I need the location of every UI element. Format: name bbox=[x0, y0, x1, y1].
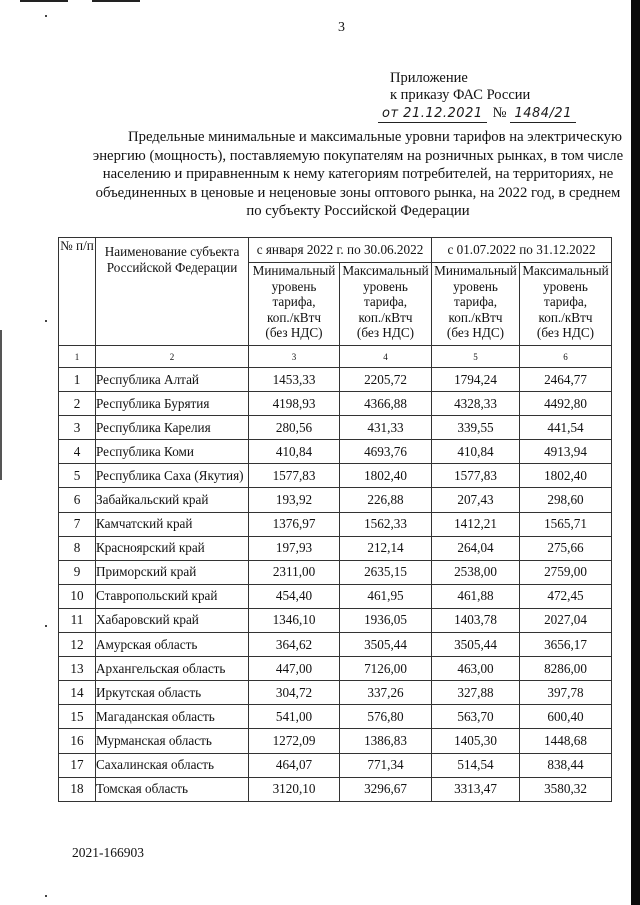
min-tariff-h1: 454,40 bbox=[249, 584, 340, 608]
max-tariff-h1: 3505,44 bbox=[340, 633, 432, 657]
header-p1-max: Максимальный уровень тарифа, коп./кВтч (без НДС) bbox=[340, 263, 432, 346]
region-name: Мурманская область bbox=[96, 729, 249, 753]
min-tariff-h2: 1412,21 bbox=[432, 512, 520, 536]
max-tariff-h2: 2464,77 bbox=[520, 368, 612, 392]
min-tariff-h1: 541,00 bbox=[249, 705, 340, 729]
header-num: № п/п bbox=[59, 238, 96, 346]
max-tariff-h2: 275,66 bbox=[520, 536, 612, 560]
min-tariff-h2: 2538,00 bbox=[432, 560, 520, 584]
max-tariff-h1: 1802,40 bbox=[340, 464, 432, 488]
max-tariff-h2: 838,44 bbox=[520, 753, 612, 777]
row-number: 16 bbox=[59, 729, 96, 753]
max-tariff-h2: 2027,04 bbox=[520, 608, 612, 632]
title-line: по субъекту Российской Федерации bbox=[246, 203, 470, 220]
min-tariff-h2: 1577,83 bbox=[432, 464, 520, 488]
region-name: Магаданская область bbox=[96, 705, 249, 729]
max-tariff-h2: 1802,40 bbox=[520, 464, 612, 488]
table-row bbox=[59, 440, 612, 464]
table-row bbox=[59, 633, 612, 657]
row-number: 9 bbox=[59, 560, 96, 584]
max-tariff-h2: 1565,71 bbox=[520, 512, 612, 536]
column-number-row bbox=[59, 346, 612, 368]
title-line: населению и приравненным к нему категориям потребителей, на территориях, не bbox=[102, 166, 614, 183]
min-tariff-h2: 207,43 bbox=[432, 488, 520, 512]
order-reference: к приказу ФАС России bbox=[390, 87, 531, 103]
region-name: Республика Коми bbox=[96, 440, 249, 464]
row-number: 6 bbox=[59, 488, 96, 512]
min-tariff-h1: 4198,93 bbox=[249, 392, 340, 416]
region-name: Красноярский край bbox=[96, 536, 249, 560]
max-tariff-h2: 8286,00 bbox=[520, 657, 612, 681]
column-number: 3 bbox=[249, 346, 340, 368]
max-tariff-h1: 226,88 bbox=[340, 488, 432, 512]
table-row bbox=[59, 512, 612, 536]
table-row bbox=[59, 777, 612, 801]
region-name: Хабаровский край bbox=[96, 608, 249, 632]
table-row bbox=[59, 705, 612, 729]
min-tariff-h1: 197,93 bbox=[249, 536, 340, 560]
header-period-1: с января 2022 г. по 30.06.2022 bbox=[249, 238, 432, 263]
table-row bbox=[59, 608, 612, 632]
document-title bbox=[92, 128, 624, 221]
region-name: Забайкальский край bbox=[96, 488, 249, 512]
max-tariff-h1: 4693,76 bbox=[340, 440, 432, 464]
max-tariff-h1: 576,80 bbox=[340, 705, 432, 729]
region-name: Камчатский край bbox=[96, 512, 249, 536]
max-tariff-h1: 4366,88 bbox=[340, 392, 432, 416]
table-row bbox=[59, 560, 612, 584]
row-number: 18 bbox=[59, 777, 96, 801]
min-tariff-h1: 3120,10 bbox=[249, 777, 340, 801]
max-tariff-h1: 2205,72 bbox=[340, 368, 432, 392]
table-row bbox=[59, 584, 612, 608]
punch-mark bbox=[45, 320, 47, 322]
table-row bbox=[59, 488, 612, 512]
row-number: 2 bbox=[59, 392, 96, 416]
min-tariff-h2: 1405,30 bbox=[432, 729, 520, 753]
order-number: 1484/21 bbox=[510, 105, 576, 123]
region-name: Архангельская область bbox=[96, 657, 249, 681]
max-tariff-h1: 337,26 bbox=[340, 681, 432, 705]
scan-edge-left bbox=[0, 330, 2, 480]
punch-mark bbox=[45, 625, 47, 627]
punch-mark bbox=[45, 895, 47, 897]
appendix-label: Приложение bbox=[390, 70, 468, 86]
row-number: 12 bbox=[59, 633, 96, 657]
min-tariff-h1: 447,00 bbox=[249, 657, 340, 681]
region-name: Сахалинская область bbox=[96, 753, 249, 777]
page-number: 3 bbox=[338, 20, 345, 35]
max-tariff-h2: 3580,32 bbox=[520, 777, 612, 801]
table-row bbox=[59, 392, 612, 416]
row-number: 7 bbox=[59, 512, 96, 536]
row-number: 10 bbox=[59, 584, 96, 608]
min-tariff-h1: 1453,33 bbox=[249, 368, 340, 392]
region-name: Иркутская область bbox=[96, 681, 249, 705]
min-tariff-h2: 3313,47 bbox=[432, 777, 520, 801]
table-row bbox=[59, 464, 612, 488]
max-tariff-h2: 397,78 bbox=[520, 681, 612, 705]
row-number: 11 bbox=[59, 608, 96, 632]
max-tariff-h2: 1448,68 bbox=[520, 729, 612, 753]
table-row bbox=[59, 753, 612, 777]
min-tariff-h2: 339,55 bbox=[432, 416, 520, 440]
column-number: 6 bbox=[520, 346, 612, 368]
max-tariff-h2: 600,40 bbox=[520, 705, 612, 729]
max-tariff-h2: 472,45 bbox=[520, 584, 612, 608]
title-line: энергию (мощность), поставляемую покупателям на розничных рынках, в том числе bbox=[92, 147, 624, 164]
region-name: Республика Алтай bbox=[96, 368, 249, 392]
column-number: 5 bbox=[432, 346, 520, 368]
min-tariff-h2: 410,84 bbox=[432, 440, 520, 464]
row-number: 14 bbox=[59, 681, 96, 705]
title-line: Предельные минимальные и максимальные уровни тарифов на электрическую bbox=[128, 129, 622, 145]
max-tariff-h1: 771,34 bbox=[340, 753, 432, 777]
column-number: 1 bbox=[59, 346, 96, 368]
max-tariff-h1: 1386,83 bbox=[340, 729, 432, 753]
max-tariff-h2: 298,60 bbox=[520, 488, 612, 512]
max-tariff-h2: 2759,00 bbox=[520, 560, 612, 584]
max-tariff-h2: 441,54 bbox=[520, 416, 612, 440]
max-tariff-h2: 4913,94 bbox=[520, 440, 612, 464]
row-number: 4 bbox=[59, 440, 96, 464]
min-tariff-h2: 463,00 bbox=[432, 657, 520, 681]
max-tariff-h2: 3656,17 bbox=[520, 633, 612, 657]
document-id: 2021-166903 bbox=[72, 845, 144, 860]
row-number: 13 bbox=[59, 657, 96, 681]
min-tariff-h1: 1346,10 bbox=[249, 608, 340, 632]
min-tariff-h1: 193,92 bbox=[249, 488, 340, 512]
min-tariff-h1: 304,72 bbox=[249, 681, 340, 705]
min-tariff-h2: 514,54 bbox=[432, 753, 520, 777]
table-row bbox=[59, 657, 612, 681]
title-line: объединенных в ценовые и неценовые зоны оптового рынка, на 2022 год, в среднем bbox=[95, 184, 621, 201]
max-tariff-h1: 212,14 bbox=[340, 536, 432, 560]
region-name: Томская область bbox=[96, 777, 249, 801]
table-row bbox=[59, 681, 612, 705]
order-date-number bbox=[378, 105, 576, 123]
column-number: 4 bbox=[340, 346, 432, 368]
region-name: Ставропольский край bbox=[96, 584, 249, 608]
min-tariff-h2: 264,04 bbox=[432, 536, 520, 560]
min-tariff-h1: 1272,09 bbox=[249, 729, 340, 753]
min-tariff-h2: 563,70 bbox=[432, 705, 520, 729]
min-tariff-h2: 1403,78 bbox=[432, 608, 520, 632]
order-date: от 21.12.2021 bbox=[378, 105, 487, 123]
min-tariff-h2: 4328,33 bbox=[432, 392, 520, 416]
region-name: Амурская область bbox=[96, 633, 249, 657]
min-tariff-h1: 1577,83 bbox=[249, 464, 340, 488]
min-tariff-h1: 280,56 bbox=[249, 416, 340, 440]
approval-block bbox=[382, 70, 576, 123]
row-number: 5 bbox=[59, 464, 96, 488]
max-tariff-h1: 2635,15 bbox=[340, 560, 432, 584]
header-region: Наименование субъекта Российской Федерации bbox=[96, 238, 249, 346]
row-number: 15 bbox=[59, 705, 96, 729]
row-number: 17 bbox=[59, 753, 96, 777]
min-tariff-h2: 3505,44 bbox=[432, 633, 520, 657]
max-tariff-h1: 7126,00 bbox=[340, 657, 432, 681]
min-tariff-h2: 461,88 bbox=[432, 584, 520, 608]
tariff-table bbox=[58, 237, 612, 802]
min-tariff-h2: 327,88 bbox=[432, 681, 520, 705]
number-sign: № bbox=[492, 105, 507, 121]
max-tariff-h1: 461,95 bbox=[340, 584, 432, 608]
max-tariff-h1: 1936,05 bbox=[340, 608, 432, 632]
min-tariff-h1: 464,07 bbox=[249, 753, 340, 777]
min-tariff-h1: 2311,00 bbox=[249, 560, 340, 584]
table-row bbox=[59, 368, 612, 392]
table-row bbox=[59, 536, 612, 560]
table-row bbox=[59, 729, 612, 753]
table-row bbox=[59, 416, 612, 440]
column-number: 2 bbox=[96, 346, 249, 368]
region-name: Республика Бурятия bbox=[96, 392, 249, 416]
min-tariff-h2: 1794,24 bbox=[432, 368, 520, 392]
header-p2-max: Максимальный уровень тарифа, коп./кВтч (без НДС) bbox=[520, 263, 612, 346]
region-name: Республика Карелия bbox=[96, 416, 249, 440]
max-tariff-h2: 4492,80 bbox=[520, 392, 612, 416]
row-number: 8 bbox=[59, 536, 96, 560]
min-tariff-h1: 1376,97 bbox=[249, 512, 340, 536]
scan-edge-right bbox=[631, 0, 640, 905]
min-tariff-h1: 410,84 bbox=[249, 440, 340, 464]
min-tariff-h1: 364,62 bbox=[249, 633, 340, 657]
max-tariff-h1: 1562,33 bbox=[340, 512, 432, 536]
header-period-2: с 01.07.2022 по 31.12.2022 bbox=[432, 238, 612, 263]
max-tariff-h1: 3296,67 bbox=[340, 777, 432, 801]
scan-artifact-top bbox=[20, 0, 620, 2]
region-name: Приморский край bbox=[96, 560, 249, 584]
header-p1-min: Минимальный уровень тарифа, коп./кВтч (без НДС) bbox=[249, 263, 340, 346]
max-tariff-h1: 431,33 bbox=[340, 416, 432, 440]
region-name: Республика Саха (Якутия) bbox=[96, 464, 249, 488]
header-p2-min: Минимальный уровень тарифа, коп./кВтч (без НДС) bbox=[432, 263, 520, 346]
punch-mark bbox=[45, 15, 47, 17]
row-number: 1 bbox=[59, 368, 96, 392]
row-number: 3 bbox=[59, 416, 96, 440]
